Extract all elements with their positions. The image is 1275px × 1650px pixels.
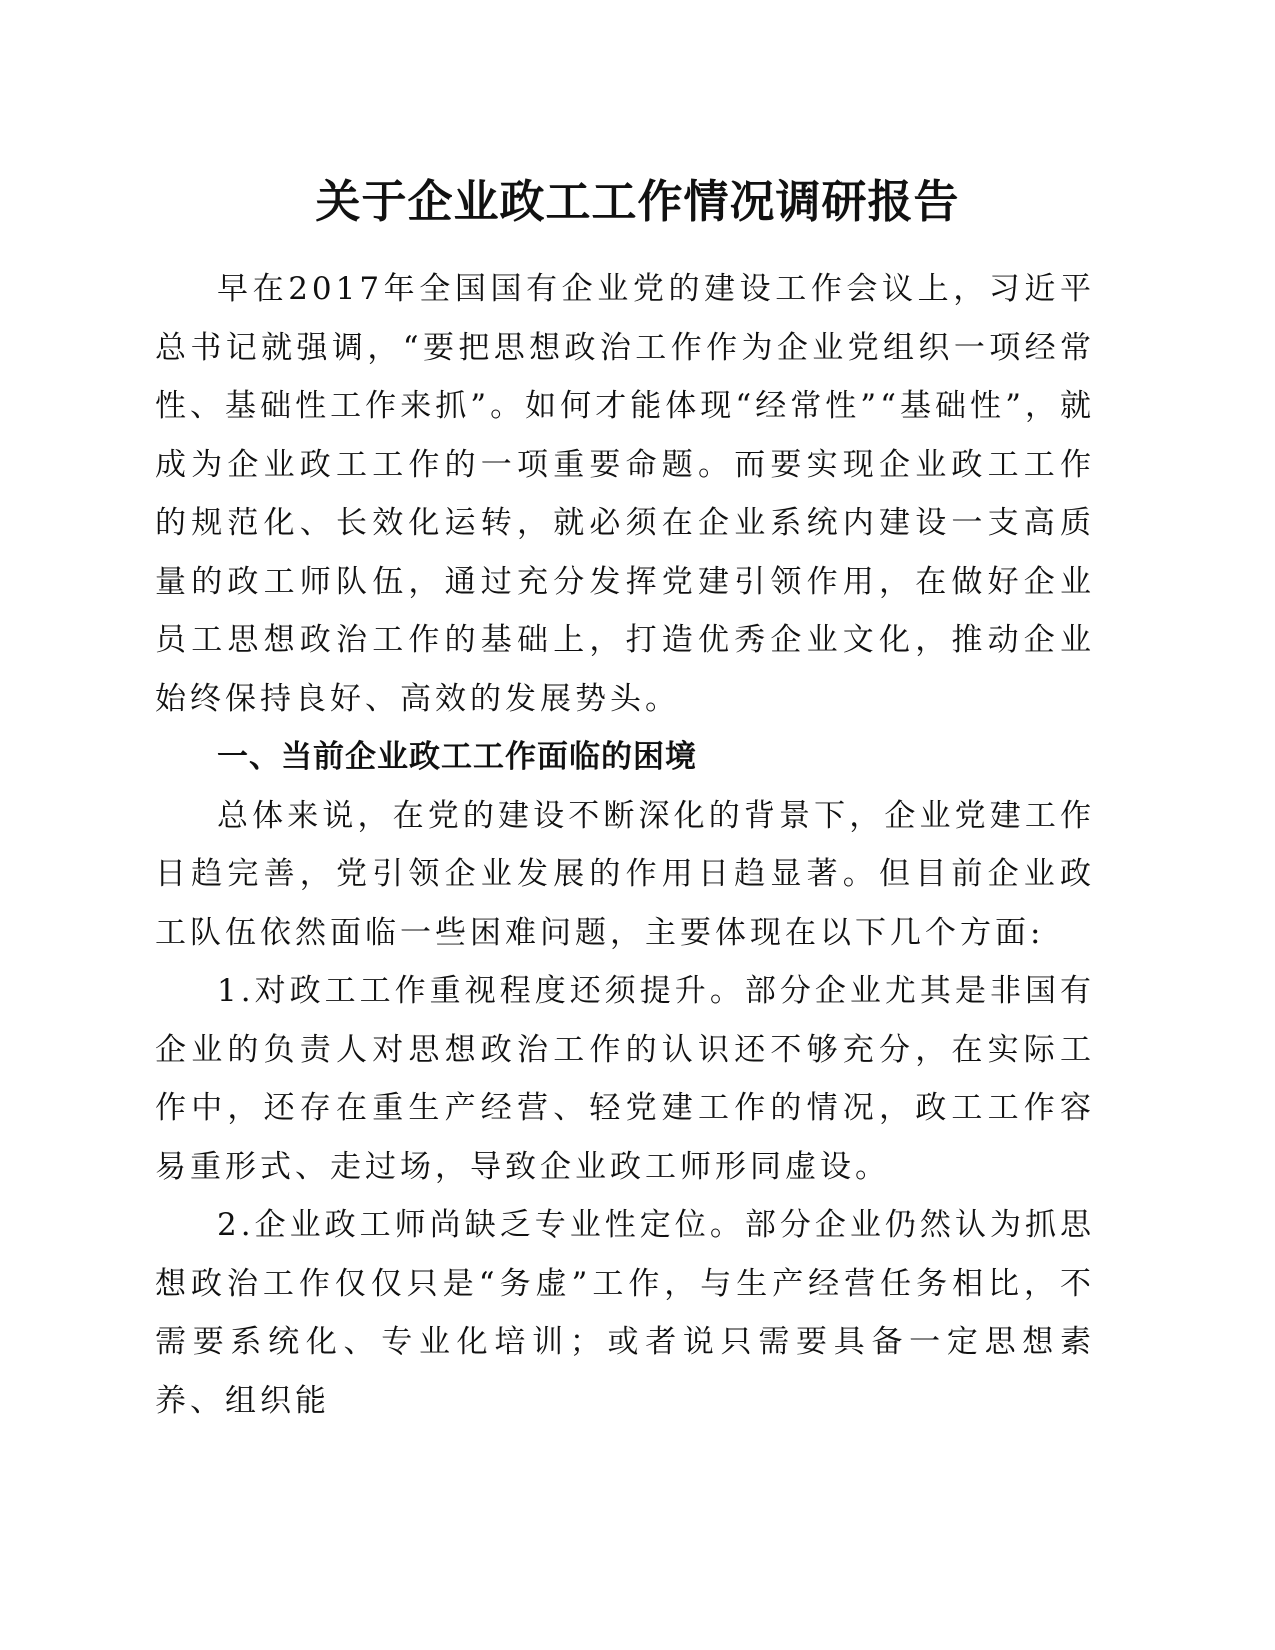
document-body: [155, 260, 1095, 1430]
intro-paragraph: 早在2017年全国国有企业党的建设工作会议上，习近平总书记就强调，“要把思想政治工作作为企业党组织一项经常性、基础性工作来抓”。如何才能体现“经常性”“基础性”，就成为企业政工工作的一项重要命题。而要实现企业政工工作的规范化、长效化运转，就必须在企业系统内建设一支高质量的政工师队伍，通过充分发挥党建引领作用，在做好企业员工思想政治工作的基础上，打造优秀企业文化，推动企业始终保持良好、高效的发展势头。: [155, 271, 1095, 717]
point-2-paragraph: 2.企业政工师尚缺乏专业性定位。部分企业仍然认为抓思想政治工作仅仅只是“务虚”工作，与生产经营任务相比，不需要系统化、专业化培训；或者说只需要具备一定思想素养、组织能: [155, 1207, 1095, 1419]
point-1-paragraph: 1.对政工工作重视程度还须提升。部分企业尤其是非国有企业的负责人对思想政治工作的认识还不够充分，在实际工作中，还存在重生产经营、轻党建工作的情况，政工工作容易重形式、走过场，导致企业政工师形同虚设。: [155, 973, 1095, 1185]
section-heading: 一、当前企业政工工作面临的困境: [217, 739, 697, 775]
document-title: 关于企业政工工作情况调研报告: [315, 175, 960, 228]
section-paragraph: 总体来说，在党的建设不断深化的背景下，企业党建工作日趋完善，党引领企业发展的作用日趋显著。但目前企业政工队伍依然面临一些困难问题，主要体现在以下几个方面:: [155, 797, 1095, 951]
